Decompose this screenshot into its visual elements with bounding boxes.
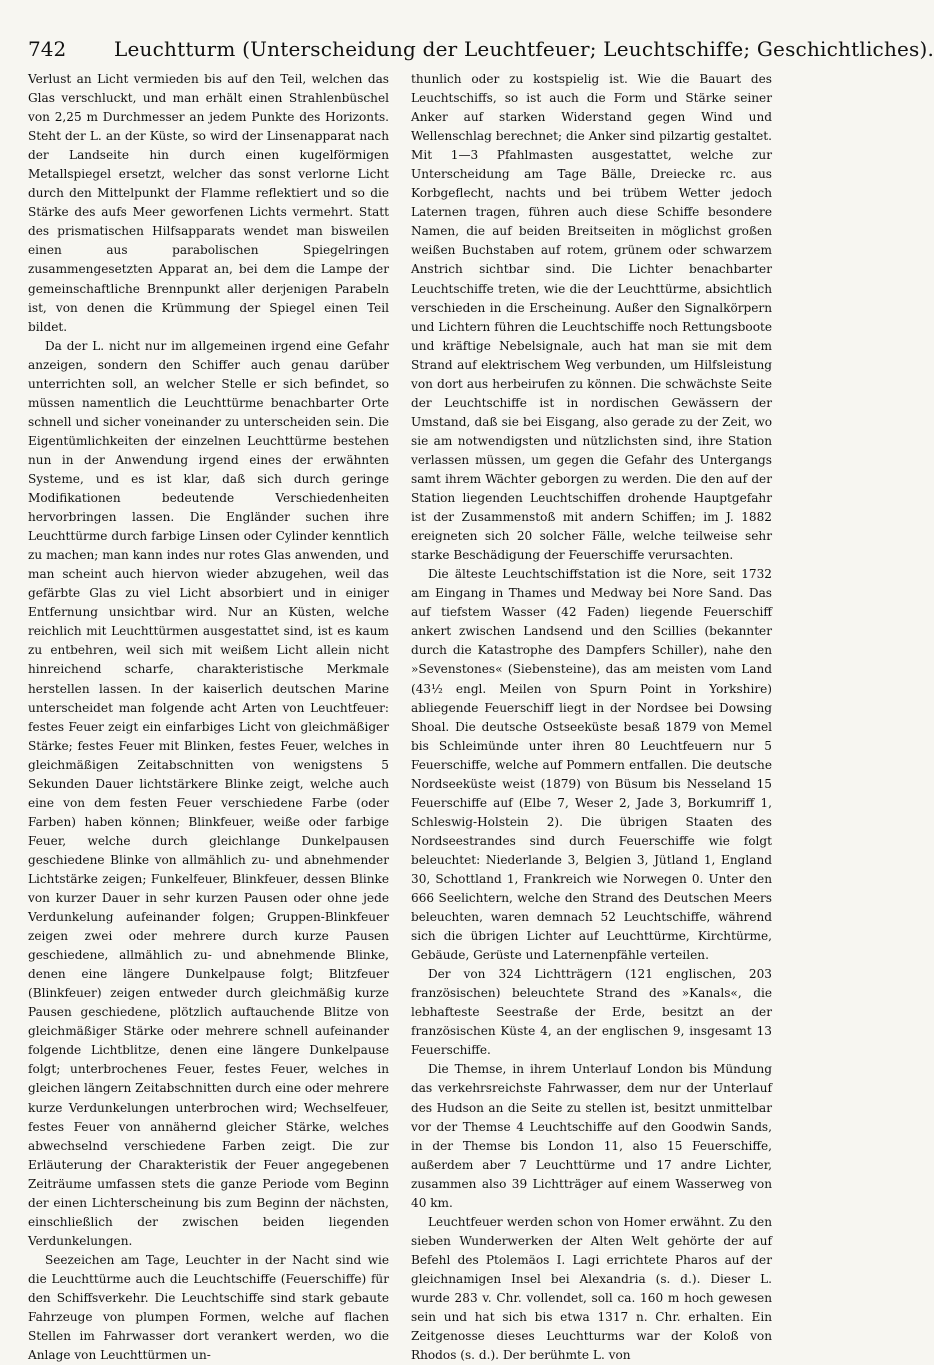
paragraph: thunlich oder zu kostspielig ist. Wie die Bauart des Leuchtschiffs, so ist auch die Form und Stärke seiner Anker auf starken Widerstand gegen Wind und Wellenschlag berechnet; die Anker sind pilzartig gestaltet. Mit 1—3 Pfahlmasten ausgestattet, welche zur Unterscheidung am Tage Bälle, Dreiecke rc. aus Korbgeflecht, nachts und bei trübem Wetter jedoch Laternen tragen, führen auch diese Schiffe besondere Namen, die auf beiden Breitseiten in möglichst großen weißen Buchstaben auf rotem, grünem oder schwarzem Anstrich sichtbar sind. Die Lichter benachbarter Leuchtschiffe treten, wie die der Leuchttürme, absichtlich verschieden in die Erscheinung. Außer den Signalkörpern und Lichtern führen die Leuchtschiffe noch Rettungsboote und kräftige Nebelsignale, auch hat man sie mit dem Strand auf elektrischem Weg verbunden, um Hilfsleistung von dort aus herbeirufen zu können. Die schwächste Seite der Leuchtschiffe ist in nordischen Gewässern der Umstand, daß sie bei Eisgang, also gerade zu der Zeit, wo sie am notwendigsten und nützlichsten sind, ihre Station verlassen müssen, um gegen die Gefahr des Untergangs samt ihrem Wächter geborgen zu werden. Die den auf der Station liegenden Leuchtschiffen drohende Hauptgefahr ist der Zusammenstoß mit andern Schiffen; im J. 1882 ereigneten sich 20 solcher Fälle, welche teilweise sehr starke Beschädigung der Feuerschiffe verursachten. xyxy=(411,72,772,563)
running-header xyxy=(28,36,934,62)
paragraph: Da der L. nicht nur im allgemeinen irgend eine Gefahr anzeigen, sondern den Schiffer auch genau darüber unterrichten soll, an welcher Stelle er sich befindet, so müssen namentlich die Leuchttürme benachbarter Orte schnell und sicher voneinander zu unterscheiden sein. Die Eigentümlichkeiten der einzelnen Leuchttürme bestehen nun in der Anwendung irgend eines der erwähnten Systeme, und es ist klar, daß sich durch geringe Modifikationen bedeutende Verschiedenheiten hervorbringen lassen. Die Engländer suchen ihre Leuchttürme durch farbige Linsen oder Cylinder kenntlich zu machen; man kann indes nur rotes Glas anwenden, und man scheint auch hiervon wieder abzugehen, weil das gefärbte Glas zu viel Licht absorbiert und in einiger Entfernung unsichtbar wird. Nur an Küsten, welche reichlich mit Leuchttürmen ausgestattet sind, ist es kaum zu entbehren, weil sich mit weißem Licht allein nicht hinreichend scharfe, charakteristische Merkmale herstellen lassen. In der kaiserlich deutschen Marine unterscheidet man folgende acht Arten von Leuchtfeuer: festes Feuer zeigt ein einfarbiges Licht von gleichmäßiger Stärke; festes Feuer mit Blinken, festes Feuer, welches in gleichmäßigen Zeitabschnitten von wenigstens 5 Sekunden Dauer lichtstärkere Blinke zeigt, welche auch eine von dem festen Feuer verschiedene Farbe (oder Farben) haben können; Blinkfeuer, weiße oder farbige Feuer, welche durch gleichlange Dunkelpausen geschiedene Blinke von allmählich zu- und abnehmender Lichtstärke zeigen; Funkelfeuer, Blinkfeuer, dessen Blinke von kurzer Dauer in sehr kurzen Pausen oder ohne jede Verdunkelung aufeinander folgen; Gruppen-Blinkfeuer zeigen zwei oder mehrere durch kurze Pausen geschiedene, allmählich zu- und abnehmende Blinke, denen eine längere Dunkelpause folgt; Blitzfeuer (Blinkfeuer) zeigen entweder durch gleichmäßig kurze Pausen geschiedene, plötzlich auftauchende Blitze von gleichmäßiger Stärke oder mehrere schnell aufeinander folgende Lichtblitze, denen eine längere Dunkelpause folgt; unterbrochenes Feuer, festes Feuer, welches in gleichen längern Zeitabschnitten durch eine oder mehrere kurze Verdunkelungen unterbrochen wird; Wechselfeuer, festes Feuer von annähernd gleicher Stärke, welches abwechselnd verschiedene Farben zeigt. Die zur Erläuterung der Charakteristik der Feuer angegebenen Zeiträume umfassen stets die ganze Periode vom Beginn der einen Lichterscheinung bis zum Beginn der nächsten, einschließlich der zwischen beiden liegenden Verdunkelungen. xyxy=(28,338,389,1248)
paragraph: Der von 324 Lichtträgern (121 englischen, 203 französischen) beleuchtete Strand des »Kanals«, die lebhafteste Seestraße der Erde, besitzt an der französischen Küste 4, an der englischen 9, insgesamt 13 Feuerschiffe. xyxy=(411,967,772,1058)
paragraph: Seezeichen am Tage, Leuchter in der Nacht sind wie die Leuchttürme auch die Leuchtschiffe (Feuerschiffe) für den Schiffsverkehr. Die Leuchtschiffe sind stark gebaute Fahrzeuge von plumpen Formen, welche auf flachen Stellen im Fahrwasser dort verankert werden, wo die Anlage von Leuchttürmen un- xyxy=(28,1252,389,1363)
paragraph: Die Themse, in ihrem Unterlauf London bis Mündung das verkehrsreichste Fahrwasser, dem nur der Unterlauf des Hudson an die Seite zu stellen ist, besitzt unmittelbar vor der Themse 4 Leuchtschiffe auf den Goodwin Sands, in der Themse bis London 11, also 15 Feuerschiffe, außerdem aber 7 Leuchttürme und 17 andre Lichter, zusammen also 39 Lichtträger auf einem Wasserweg von 40 km. xyxy=(411,1062,772,1210)
right-column xyxy=(411,70,772,1365)
left-column xyxy=(28,70,389,1365)
running-title: Leuchtturm (Unterscheidung der Leuchtfeuer; Leuchtschiffe; Geschichtliches). xyxy=(114,37,934,61)
text-columns xyxy=(28,70,772,1365)
paragraph: Leuchtfeuer werden schon von Homer erwähnt. Zu den sieben Wunderwerken der Alten Welt gehörte der auf Befehl des Ptolemäos I. Lagi errichtete Pharos auf der gleichnamigen Insel bei Alexandria (s. d.). Dieser L. wurde 283 v. Chr. vollendet, soll ca. 160 m hoch gewesen sein und hat sich bis etwa 1317 n. Chr. erhalten. Ein Zeitgenosse dieses Leuchtturms war der Koloß von Rhodos (s. d.). Der berühmte L. von xyxy=(411,1214,772,1363)
paragraph: Die älteste Leuchtschiffstation ist die Nore, seit 1732 am Eingang in Thames und Medway bei Nore Sand. Das auf tiefstem Wasser (42 Faden) liegende Feuerschiff ankert zwischen Landsend und den Scillies (bekannter durch die Katastrophe des Dampfers Schiller), nahe den »Sevenstones« (Siebensteine), das am meisten vom Land (43½ engl. Meilen von Spurn Point in Yorkshire) abliegende Feuerschiff liegt in der Nordsee bei Dowsing Shoal. Die deutsche Ostseeküste besaß 1879 von Memel bis Schleimünde unter ihren 80 Leuchtfeuern nur 5 Feuerschiffe, welche auf Pommern entfallen. Die deutsche Nordseeküste weist (1879) von Büsum bis Nesseland 15 Feuerschiffe auf (Elbe 7, Weser 2, Jade 3, Borkumriff 1, Schleswig-Holstein 2). Die übrigen Staaten des Nordseestrandes sind durch Feuerschiffe wie folgt beleuchtet: Niederlande 3, Belgien 3, Jütland 1, England 30, Schottland 1, Frankreich wie Norwegen 0. Unter den 666 Seelichtern, welche den Strand des Deutschen Meers beleuchten, waren demnach 52 Leuchtschiffe, während sich die übrigen Lichter auf Leuchttürme, Kirchtürme, Gebäude, Gerüste und Laternenpfähle verteilen. xyxy=(411,567,772,963)
paragraph: Verlust an Licht vermieden bis auf den Teil, welchen das Glas verschluckt, und man erhält einen Strahlenbüschel von 2,25 m Durchmesser an jedem Punkte des Horizonts. Steht der L. an der Küste, so wird der Linsenapparat nach der Landseite hin durch einen kugelförmigen Metallspiegel ersetzt, welcher das sonst verlorne Licht durch den Mittelpunkt der Flamme reflektiert und so die Stärke des aufs Meer geworfenen Lichts vermehrt. Statt des prismatischen Hilfsapparats wendet man bisweilen einen aus parabolischen Spiegelringen zusammengesetzten Apparat an, bei dem die Lampe der gemeinschaftliche Brennpunkt aller derjenigen Parabeln ist, von denen die Krümmung der Spiegel einen Teil bildet. xyxy=(28,72,389,334)
page-number: 742 xyxy=(28,37,67,61)
